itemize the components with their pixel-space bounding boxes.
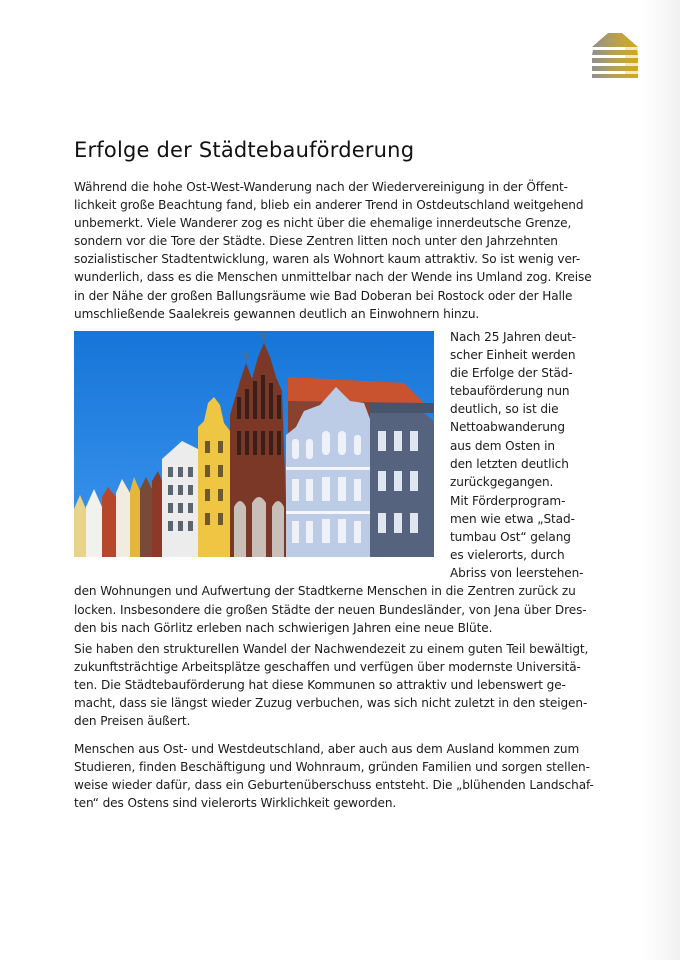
text-line: aus dem Osten in: [450, 438, 555, 453]
paragraph-side-1: [450, 328, 600, 491]
gradient-house-logo-icon: [591, 31, 639, 79]
text-line: in der Nähe der großen Ballungsräume wie Bad Doberan bei Rostock oder der Halle: [74, 288, 573, 303]
text-line: deutlich, so ist die: [450, 402, 559, 417]
text-line: Während die hohe Ost-West-Wanderung nach der Wiedervereinigung in der Öffent-: [74, 180, 568, 194]
text-line: locken. Insbesondere die großen Städte der neuen Bundesländer, von Jena über Dres-: [74, 602, 587, 617]
text-line: Mit Förderprogram-: [450, 494, 566, 508]
text-line: wunderlich, dass es die Menschen unmittelbar nach der Wende ins Umland zog. Kreise: [74, 270, 592, 285]
text-line: den bis nach Görlitz erleben nach schwierigen Jahren eine neue Blüte.: [74, 620, 493, 635]
paragraph-transition: [74, 640, 594, 730]
text-line: Abriss von leerstehen-: [450, 566, 584, 581]
text-line: macht, dass sie längst wieder Zuzug verbuchen, was sich nicht zuletzt in den steigen-: [74, 696, 588, 711]
text-line: sondern vor die Tore der Städte. Diese Zentren litten noch unter den Jahrzehnten: [74, 234, 558, 249]
text-line: die Erfolge der Städ-: [450, 366, 573, 381]
text-line: zukunftsträchtige Arbeitsplätze geschaffen und verfügen über modernste Universitä-: [74, 660, 581, 675]
text-line: Nach 25 Jahren deut-: [450, 330, 577, 344]
text-line: Sie haben den strukturellen Wandel der Nachwendezeit zu einem guten Teil bewältigt,: [74, 642, 589, 656]
page-title: Erfolge der Städtebauförderung: [74, 138, 415, 162]
text-line: scher Einheit werden: [450, 348, 576, 363]
text-line: den Wohnungen und Aufwertung der Stadtkerne Menschen in die Zentren zurück zu: [74, 584, 576, 599]
text-line: den Preisen äußert.: [74, 714, 191, 729]
text-line: ten. Die Städtebauförderung hat diese Kommunen so attraktiv und lebenswert ge-: [74, 678, 566, 693]
text-line: ten“ des Ostens sind vielerorts Wirklichkeit geworden.: [74, 796, 397, 811]
text-line: den letzten deutlich: [450, 456, 569, 471]
text-line: unbemerkt. Viele Wanderer zog es nicht über die ehemalige innerdeutsche Grenze,: [74, 216, 572, 231]
paragraph-wrap: [74, 492, 594, 637]
page-edge-shadow: [640, 0, 680, 960]
text-line: Menschen aus Ost- und Westdeutschland, aber auch aus dem Ausland kommen zum: [74, 742, 580, 756]
paragraph-closing: [74, 740, 594, 812]
text-line: zurückgegangen.: [450, 474, 554, 489]
text-line: tumbau Ost“ gelang: [450, 530, 571, 545]
text-line: umschließende Saalekreis gewannen deutlich an Einwohnern hinzu.: [74, 306, 480, 321]
text-line: sozialistischer Stadtentwicklung, waren als Wohnort kaum attraktiv. So ist wenig ver-: [74, 252, 581, 267]
text-line: Nettoabwanderung: [450, 420, 565, 435]
text-line: weise wieder dafür, dass ein Geburtenüberschuss entsteht. Die „blühenden Landschaf-: [74, 778, 594, 793]
text-line: tebauförderung nun: [450, 384, 570, 399]
text-line: es vielerorts, durch: [450, 548, 565, 563]
text-line: lichkeit große Beachtung fand, blieb ein anderer Trend in Ostdeutschland weitgehend: [74, 198, 584, 213]
text-line: Studieren, finden Beschäftigung und Wohnraum, gründen Familien und sorgen stellen-: [74, 760, 590, 775]
text-line: men wie etwa „Stad-: [450, 512, 575, 527]
paragraph-intro: [74, 178, 594, 323]
